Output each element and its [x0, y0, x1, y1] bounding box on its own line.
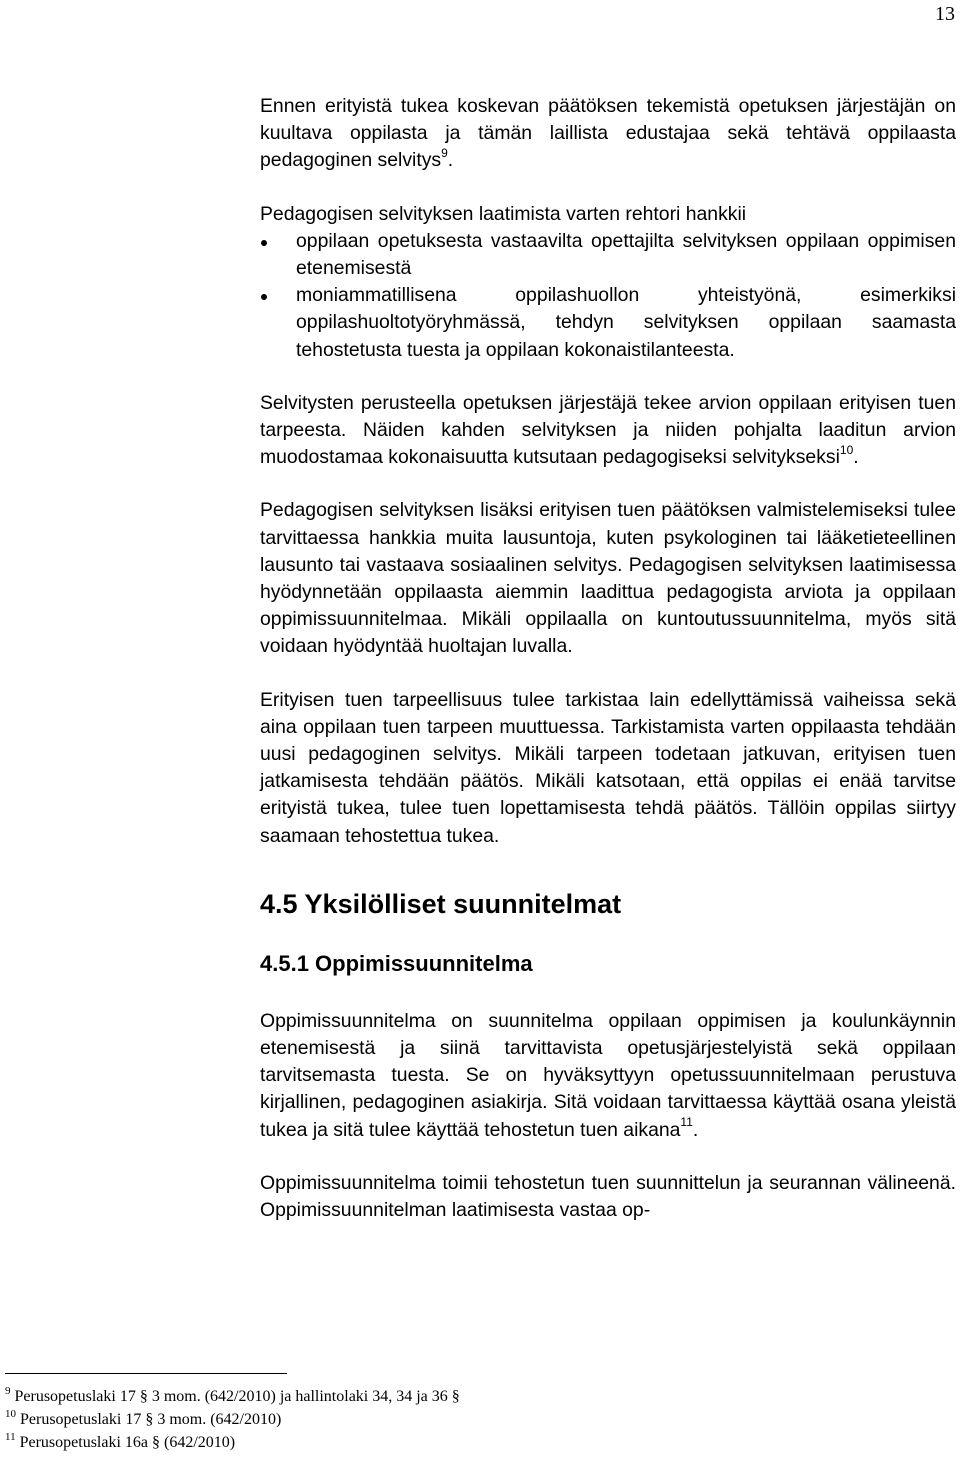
bullet-item: oppilaan opetuksesta vastaavilta opettajilta selvityksen oppilaan oppimisen etenemisestä: [260, 228, 956, 282]
paragraph-5: Erityisen tuen tarpeellisuus tulee tarkistaa lain edellyttämissä vaiheissa sekä aina oppilaan tuen tarpeen muuttuessa. Tarkistamista varten oppilaasta tehdään uusi pedagoginen selvitys. Mikäli tarpeen todetaan jatkuvan, erityisen tuen jatkamisesta tehdään päätös. Mikäli katsotaan, että oppilas ei enää tarvitse erityistä tukea, tulee tuen lopettamisesta tehdä päätös. Tällöin oppilas siirtyy saamaan tehostettua tukea.: [260, 688, 956, 847]
footnotes: [5, 1385, 460, 1454]
footnote-11: $^{11}$ Perusopetuslaki 16a § (642/2010): [5, 1430, 236, 1451]
paragraph-6: Oppimissuunnitelma on suunnitelma oppilaan oppimisen ja koulunkäynnin etenemisestä ja siinä tarvittavista opetusjärjestelyistä sekä oppilaan tarvitsemasta tuesta. Se on hyväksyttyyn opetussuunnitelmaan perustuva kirjallinen, pedagoginen asiakirja. Sitä voidaan tarvittaessa käyttää osana yleistä tukea ja sitä tulee käyttää tehostetun tuen aikana$^{11}$.: [260, 1009, 956, 1141]
paragraph-4: Pedagogisen selvityksen lisäksi erityisen tuen päätöksen valmistelemiseksi tulee tarvittaessa hankkia muita lausuntoja, kuten psykologinen tai lääketieteellinen lausunto tai vastaava sosiaalinen selvitys. Pedagogisen selvityksen laatimisessa hyödynnetään oppilaasta aiemmin laadittua pedagogista arviota ja oppilaan oppimissuunnitelmaa. Mikäli oppilaalla on kuntoutussuunnitelma, myös sitä voidaan hyödyntää huoltajan luvalla.: [260, 499, 956, 658]
paragraph-6-text: Oppimissuunnitelma on suunnitelma oppilaan oppimisen ja koulunkäynnin etenemisestä ja siinä tarvittavista opetusjärjestelyistä sekä oppilaan tarvitsemasta tuesta. Se on hyväksyttyyn opetussuunnitelmaan perustuva kirjallinen, pedagoginen asiakirja. Sitä voidaan tarvittaessa käyttää osana yleistä tukea ja sitä tulee käyttää tehostetun tuen aikana: [260, 1009, 956, 1141]
paragraph-7: Oppimissuunnitelma toimii tehostetun tuen suunnittelun ja seurannan välineenä. Oppimissuunnitelman laatimisesta vastaa op-: [260, 1171, 956, 1222]
paragraph-3-text: Selvitysten perusteella opetuksen järjestäjä tekee arvion oppilaan erityisen tuen tarpeesta. Näiden kahden selvityksen ja niiden pohjalta laaditun arvion muodostamaa kokonaisuutta kutsutaan pedagogiseksi selvitykseksi: [260, 391, 956, 469]
footnote-ref-10[interactable]: 10: [839, 442, 854, 457]
footnote-10: $^{10}$ Perusopetuslaki 17 § 3 mom. (642/2010): [5, 1407, 282, 1428]
footnote-ref-9[interactable]: 9: [441, 145, 448, 160]
paragraph-1: Ennen erityistä tukea koskevan päätöksen tekemistä opetuksen järjestäjän on kuultava oppilasta ja tämän laillista edustajaa sekä tehtävä oppilaasta pedagoginen selvitys$^9$.: [260, 95, 956, 172]
document-body: [260, 93, 956, 1224]
paragraph-3: Selvitysten perusteella opetuksen järjestäjä tekee arvion oppilaan erityisen tuen tarpeesta. Näiden kahden selvityksen ja niiden pohjalta laaditun arvion muodostamaa kokonaisuutta kutsutaan pedagogiseksi selvitykseksi$^{10}$.: [260, 391, 956, 469]
subsection-heading: 4.5.1 Oppimissuunnitelma: [260, 950, 533, 976]
bullet-item: moniammatillisena oppilashuollon yhteistyönä, esimerkiksi oppilashuoltotyöryhmässä, tehdyn selvityksen oppilaan saamasta tehostetusta tuesta ja oppilaan kokonaistilanteesta.: [260, 282, 956, 364]
footnote-divider: [5, 1373, 287, 1374]
paragraph-1-text: Ennen erityistä tukea koskevan päätöksen tekemistä opetuksen järjestäjän on kuultava oppilasta ja tämän laillista edustajaa sekä tehtävä oppilaasta pedagoginen selvitys: [260, 95, 956, 172]
footnote-ref-11[interactable]: 11: [680, 1115, 693, 1130]
footnote-9: $^9$ Perusopetuslaki 17 § 3 mom. (642/2010) ja hallintolaki 34, 34 ja 36 §: [5, 1384, 460, 1405]
page-number: 13: [935, 3, 955, 25]
bullet-list: [260, 228, 956, 364]
section-heading: 4.5 Yksilölliset suunnitelmat: [260, 888, 622, 919]
paragraph-2-intro: Pedagogisen selvityksen laatimista varten rehtori hankkii: [260, 202, 747, 225]
